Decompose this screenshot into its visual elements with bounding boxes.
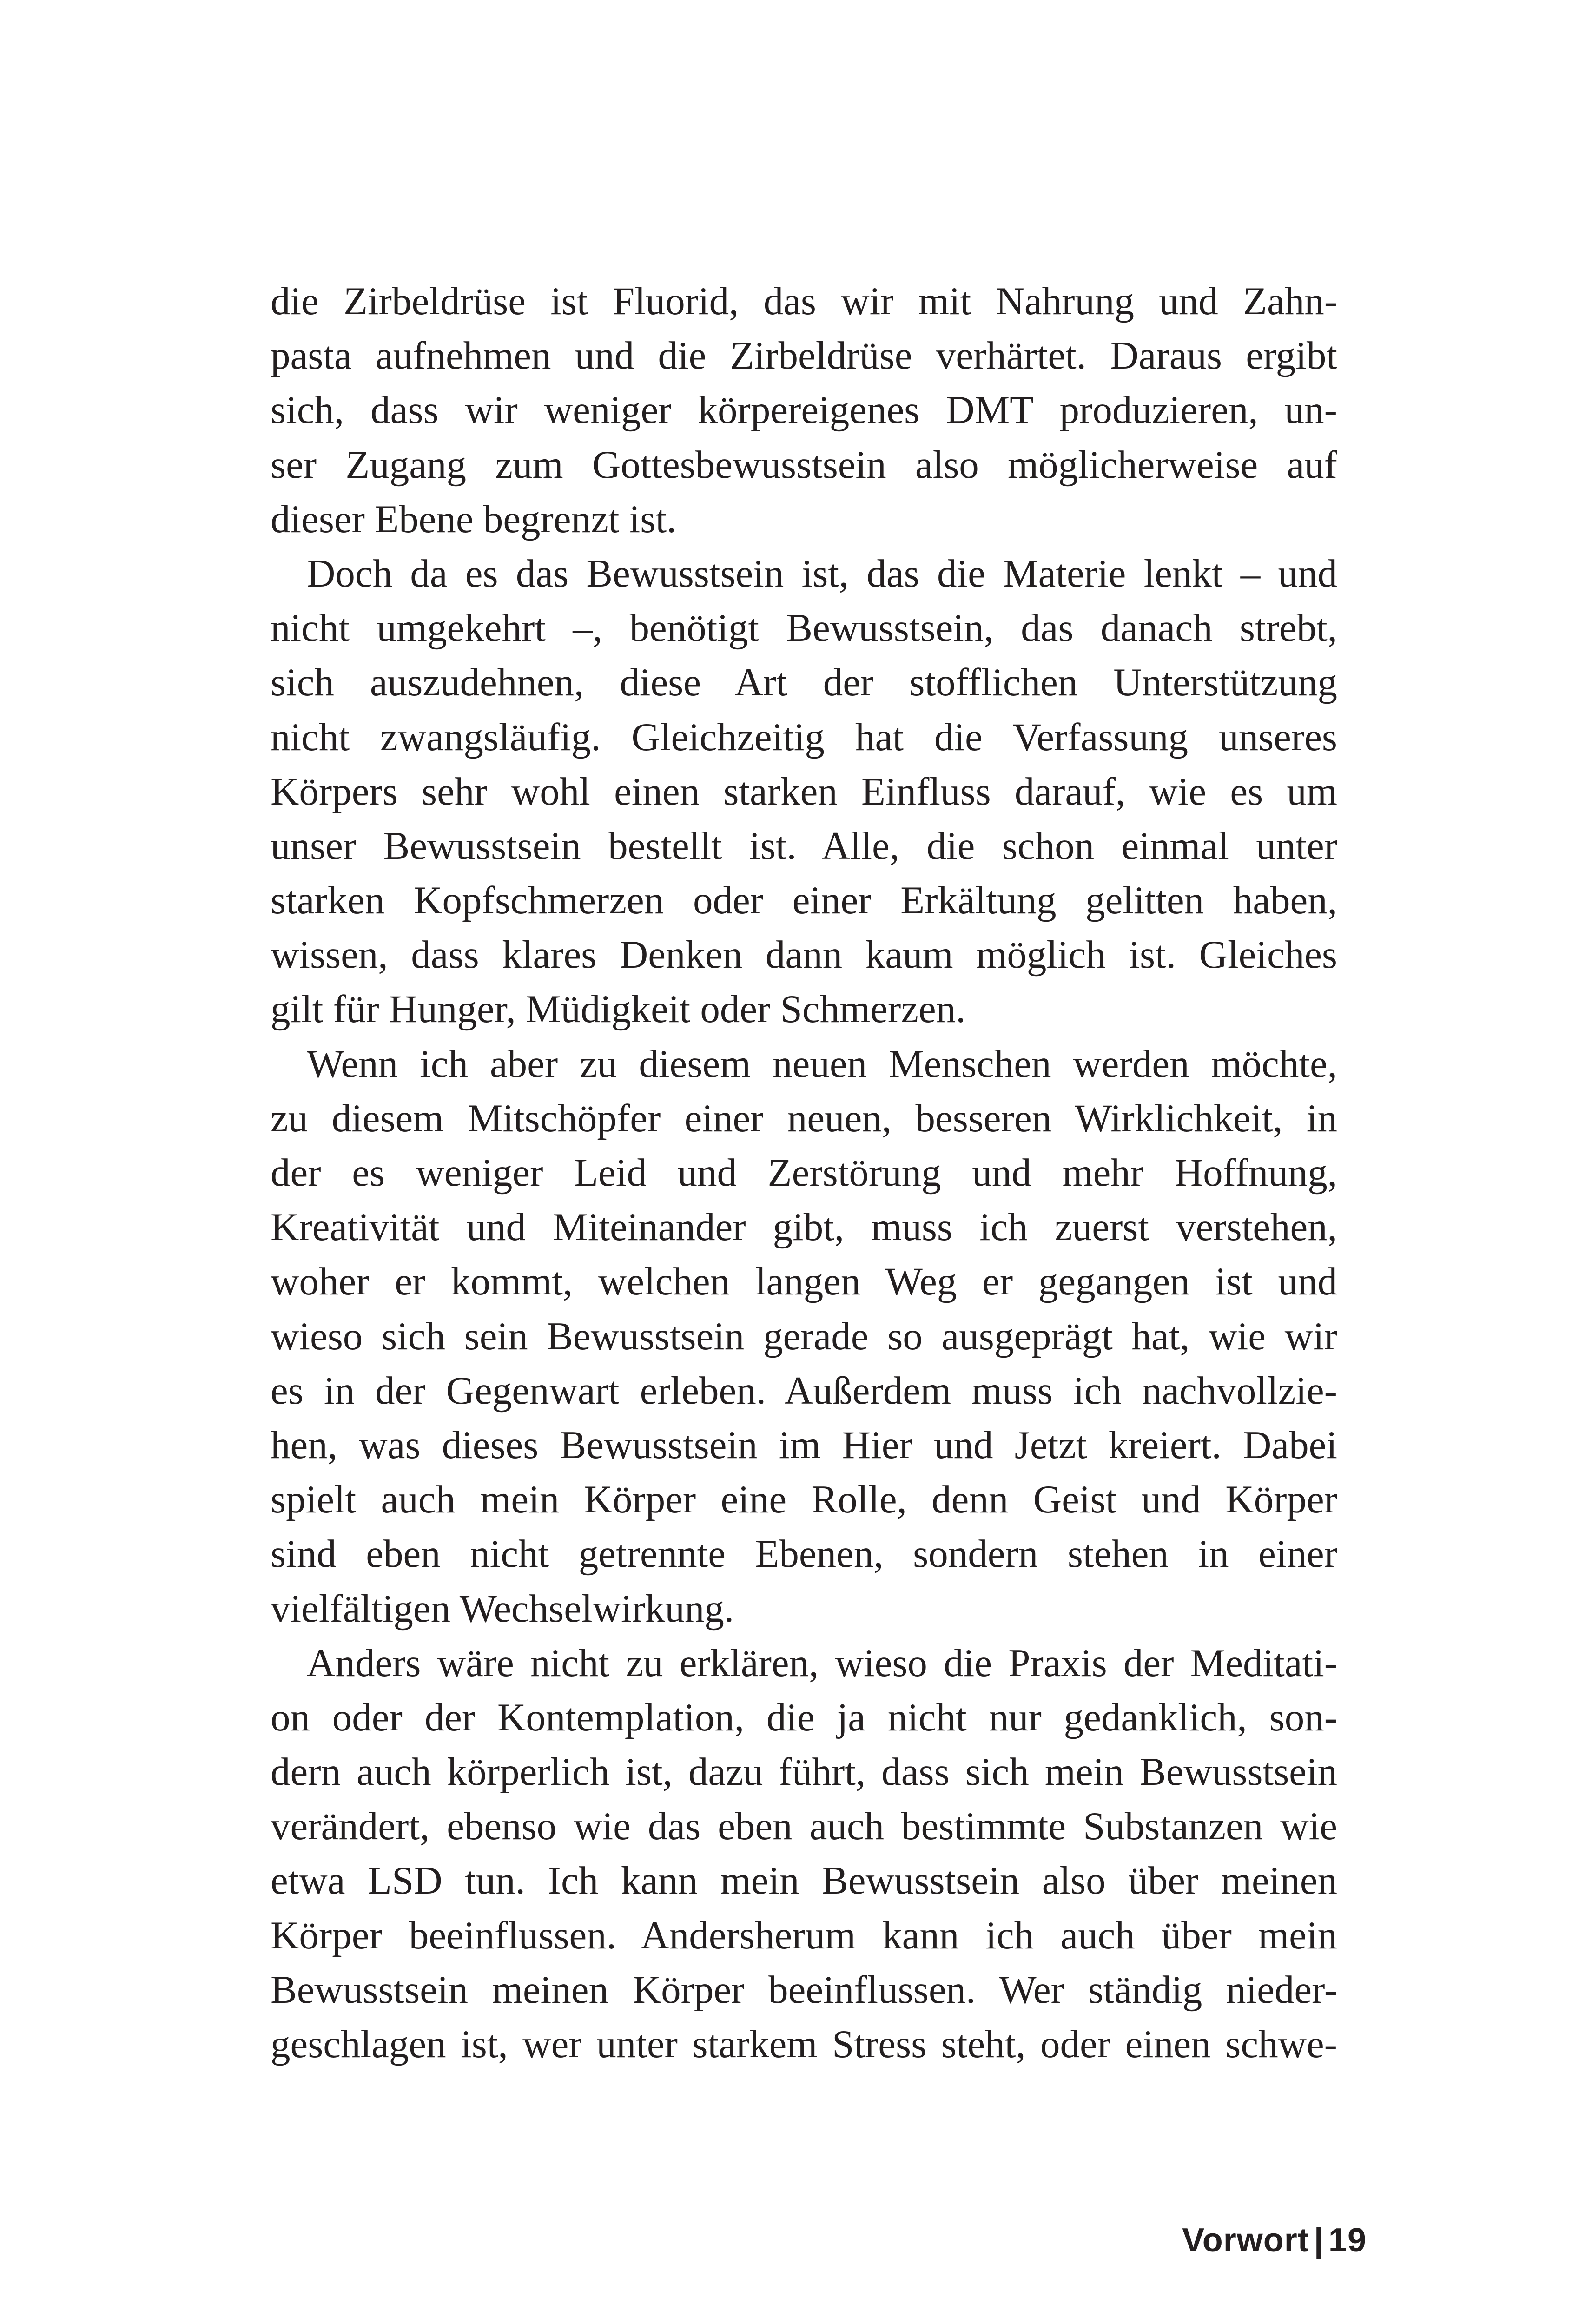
text-line: sind eben nicht getrennte Ebenen, sondern stehen in einer bbox=[271, 1532, 1337, 1576]
text-line: sich, dass wir weniger körpereigenes DMT produzieren, un- bbox=[271, 388, 1337, 432]
text-line: gilt für Hunger, Müdigkeit oder Schmerzen. bbox=[271, 987, 966, 1031]
text-line: wissen, dass klares Denken dann kaum möglich ist. Gleiches bbox=[271, 933, 1337, 977]
paragraph-1 bbox=[271, 274, 1337, 547]
text-line: die Zirbeldrüse ist Fluorid, das wir mit Nahrung und Zahn- bbox=[271, 279, 1337, 323]
text-line: wieso sich sein Bewusstsein gerade so ausgeprägt hat, wie wir bbox=[271, 1314, 1337, 1358]
text-line: es in der Gegenwart erleben. Außerdem muss ich nachvollzie- bbox=[271, 1368, 1337, 1413]
running-head-section: Vorwort bbox=[1182, 2222, 1309, 2259]
text-line: hen, was dieses Bewusstsein im Hier und Jetzt kreiert. Dabei bbox=[271, 1423, 1337, 1467]
paragraph-4 bbox=[271, 1636, 1337, 2072]
text-line: etwa LSD tun. Ich kann mein Bewusstsein also über meinen bbox=[271, 1859, 1337, 1903]
text-line: woher er kommt, welchen langen Weg er gegangen ist und bbox=[271, 1260, 1337, 1304]
text-line: nicht zwangsläufig. Gleichzeitig hat die Verfassung unseres bbox=[271, 715, 1337, 759]
text-line: sich auszudehnen, diese Art der stofflichen Unterstützung bbox=[271, 660, 1337, 705]
text-line: ser Zugang zum Gottesbewusstsein also möglicherweise auf bbox=[271, 442, 1337, 487]
text-line: Wenn ich aber zu diesem neuen Menschen werden möchte, bbox=[307, 1042, 1337, 1086]
text-line: pasta aufnehmen und die Zirbeldrüse verhärtet. Daraus ergibt bbox=[271, 334, 1337, 378]
text-line: der es weniger Leid und Zerstörung und mehr Hoffnung, bbox=[271, 1151, 1337, 1195]
page-footer bbox=[1162, 2219, 1367, 2261]
paragraph-2 bbox=[271, 547, 1337, 1037]
text-line: dieser Ebene begrenzt ist. bbox=[271, 497, 677, 541]
text-line: on oder der Kontemplation, die ja nicht nur gedanklich, son- bbox=[271, 1695, 1337, 1739]
text-line: dern auch körperlich ist, dazu führt, dass sich mein Bewusstsein bbox=[271, 1750, 1337, 1794]
text-line: Doch da es das Bewusstsein ist, das die Materie lenkt – und bbox=[307, 551, 1337, 595]
page-number: 19 bbox=[1328, 2222, 1367, 2259]
text-line: vielfältigen Wechselwirkung. bbox=[271, 1586, 734, 1631]
text-line: Bewusstsein meinen Körper beeinflussen. Wer ständig nieder- bbox=[271, 1967, 1337, 2012]
text-line: Anders wäre nicht zu erklären, wieso die Praxis der Meditati- bbox=[307, 1641, 1337, 1685]
body-text bbox=[271, 274, 1337, 2072]
text-line: verändert, ebenso wie das eben auch bestimmte Substanzen wie bbox=[271, 1804, 1337, 1849]
text-line: nicht umgekehrt –, benötigt Bewusstsein, das danach strebt, bbox=[271, 606, 1337, 650]
text-line: zu diesem Mitschöpfer einer neuen, besseren Wirklichkeit, in bbox=[271, 1096, 1337, 1140]
text-line: spielt auch mein Körper eine Rolle, denn Geist und Körper bbox=[271, 1478, 1337, 1522]
text-line: Kreativität und Miteinander gibt, muss ich zuerst verstehen, bbox=[271, 1205, 1337, 1249]
text-line: unser Bewusstsein bestellt ist. Alle, die schon einmal unter bbox=[271, 824, 1337, 868]
text-line: starken Kopfschmerzen oder einer Erkältung gelitten haben, bbox=[271, 878, 1337, 923]
text-line: Körpers sehr wohl einen starken Einfluss darauf, wie es um bbox=[271, 769, 1337, 813]
paragraph-3 bbox=[271, 1037, 1337, 1636]
footer-separator: | bbox=[1314, 2222, 1324, 2259]
text-line: geschlagen ist, wer unter starkem Stress steht, oder einen schwe- bbox=[271, 2022, 1337, 2066]
text-line: Körper beeinflussen. Andersherum kann ich auch über mein bbox=[271, 1913, 1337, 1957]
